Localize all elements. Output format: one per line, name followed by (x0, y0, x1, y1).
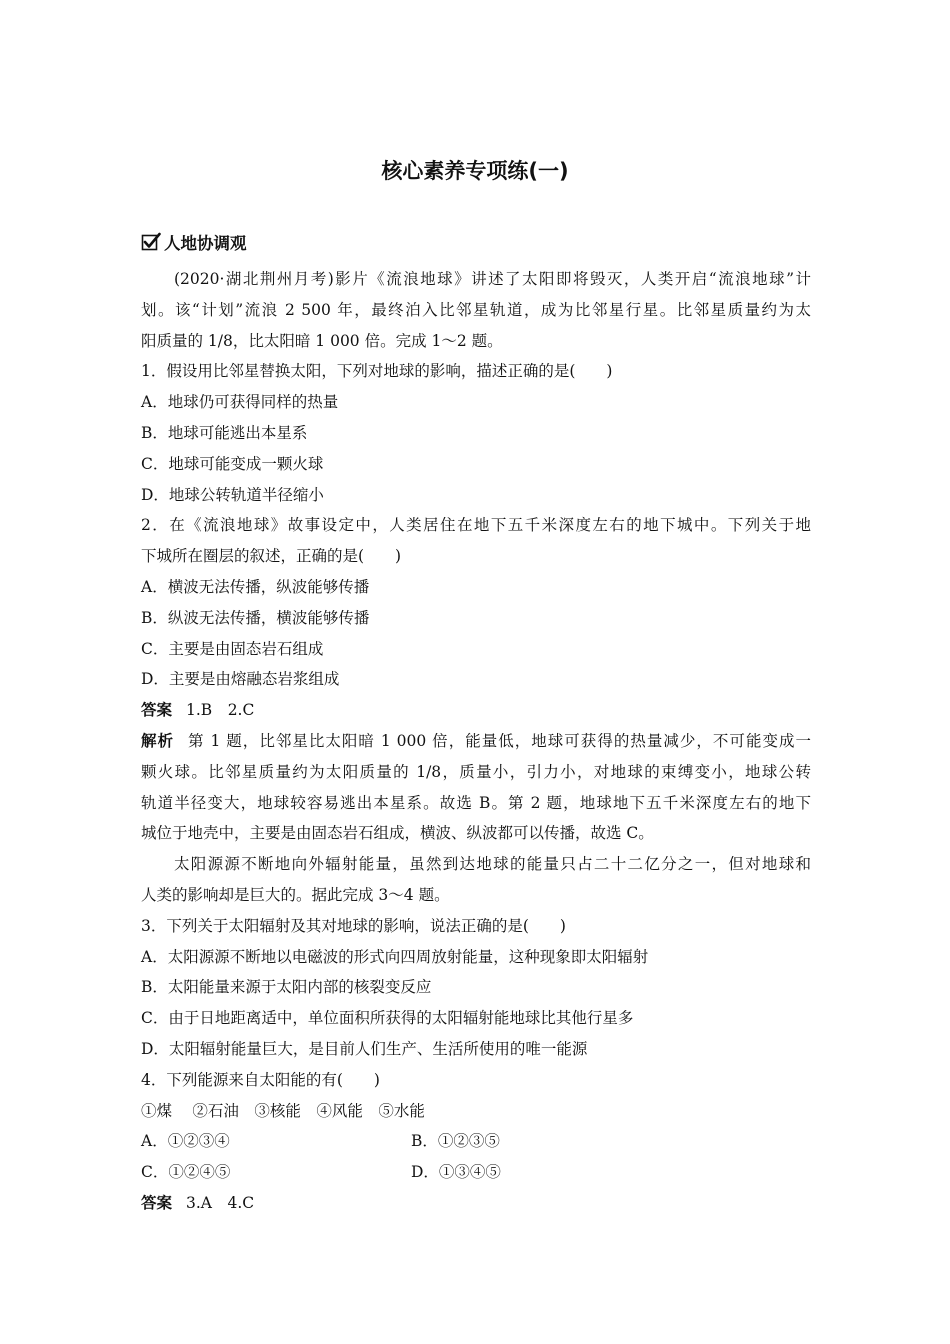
question-stem: 2．在《流浪地球》故事设定中，人类居住在地下五千米深度左右的地下城中。下列关于地 (141, 516, 811, 535)
answer-text: 3.A 4.C (186, 1193, 255, 1212)
question-2 (141, 510, 811, 695)
analysis-label: 解析 (141, 731, 175, 750)
question-items: ①煤 ②石油 ③核能 ④风能 ⑤水能 (141, 1101, 425, 1120)
answer-text: 1.B 2.C (186, 701, 255, 720)
option-c: C．主要是由固态岩石组成 (141, 639, 324, 658)
question-stem: 3．下列关于太阳辐射及其对地球的影响，说法正确的是( ) (141, 916, 566, 935)
section-title: 人地协调观 (164, 234, 247, 253)
passage-2 (141, 849, 811, 911)
passage-line: 划。该“计划”流浪 2 500 年，最终泊入比邻星轨道，成为比邻星行星。比邻星质量约为太 (141, 300, 811, 319)
option-c: C．①②④⑤ (141, 1163, 231, 1182)
option-a: A．横波无法传播，纵波能够传播 (141, 577, 370, 596)
option-b: B．太阳能量来源于太阳内部的核裂变反应 (141, 978, 432, 997)
question-stem: 4．下列能源来自太阳能的有( ) (141, 1070, 380, 1089)
analysis-line (141, 726, 811, 757)
passage-line: 太阳源源不断地向外辐射能量，虽然到达地球的能量只占二十二亿分之一，但对地球和 (174, 855, 811, 874)
question-stem: 下城所在圈层的叙述，正确的是( ) (141, 547, 402, 566)
option-b: B．①②③⑤ (411, 1132, 500, 1151)
passage-line: (2020·湖北荆州月考)影片《流浪地球》讲述了太阳即将毁灭，人类开启“流浪地球”计 (174, 270, 811, 288)
analysis-text: 第 1 题，比邻星比太阳暗 1 000 倍，能量低，地球可获得的热量减少，不可能变成一 (188, 731, 811, 750)
option-d: D．①③④⑤ (411, 1163, 501, 1182)
answer-label: 答案 (141, 701, 173, 720)
option-d: D．太阳辐射能量巨大，是目前人们生产、生活所使用的唯一能源 (141, 1039, 588, 1058)
analysis-1 (141, 726, 811, 849)
answer-1 (141, 695, 811, 726)
option-b: B．地球可能逃出本星系 (141, 423, 308, 442)
option-c: C．由于日地距离适中，单位面积所获得的太阳辐射能地球比其他行星多 (141, 1009, 634, 1028)
answer-label: 答案 (141, 1193, 173, 1212)
option-d: D．主要是由熔融态岩浆组成 (141, 670, 340, 689)
question-4 (141, 1065, 811, 1188)
question-1 (141, 356, 811, 510)
options-row (141, 1126, 811, 1157)
options-row (141, 1157, 811, 1188)
section-heading (141, 228, 247, 256)
analysis-line: 颗火球。比邻星质量约为太阳质量的 1/8，质量小，引力小，对地球的束缚变小，地球公转 (141, 762, 811, 781)
question-3 (141, 911, 811, 1065)
option-a: A．太阳源源不断地以电磁波的形式向四周放射能量，这种现象即太阳辐射 (141, 947, 649, 966)
option-c: C．地球可能变成一颗火球 (141, 454, 324, 473)
analysis-line: 轨道半径变大，地球较容易逃出本星系。故选 B。第 2 题，地球地下五千米深度左右的地下 (141, 793, 811, 812)
passage-line: 阳质量的 1/8，比太阳暗 1 000 倍。完成 1～2 题。 (141, 331, 503, 350)
document-body (141, 264, 811, 1219)
passage-1 (141, 264, 811, 356)
answer-2 (141, 1188, 811, 1219)
analysis-line: 城位于地壳中，主要是由固态岩石组成，横波、纵波都可以传播，故选 C。 (141, 824, 654, 843)
option-a: A．①②③④ (141, 1132, 230, 1151)
checkbox-checked-icon (141, 232, 161, 252)
option-a: A．地球仍可获得同样的热量 (141, 393, 339, 412)
option-b: B．纵波无法传播，横波能够传播 (141, 608, 370, 627)
question-stem: 1．假设用比邻星替换太阳，下列对地球的影响，描述正确的是( ) (141, 362, 613, 381)
passage-line: 人类的影响却是巨大的。据此完成 3～4 题。 (141, 885, 450, 904)
page-title: 核心素养专项练(一) (381, 159, 569, 183)
option-d: D．地球公转轨道半径缩小 (141, 485, 324, 504)
